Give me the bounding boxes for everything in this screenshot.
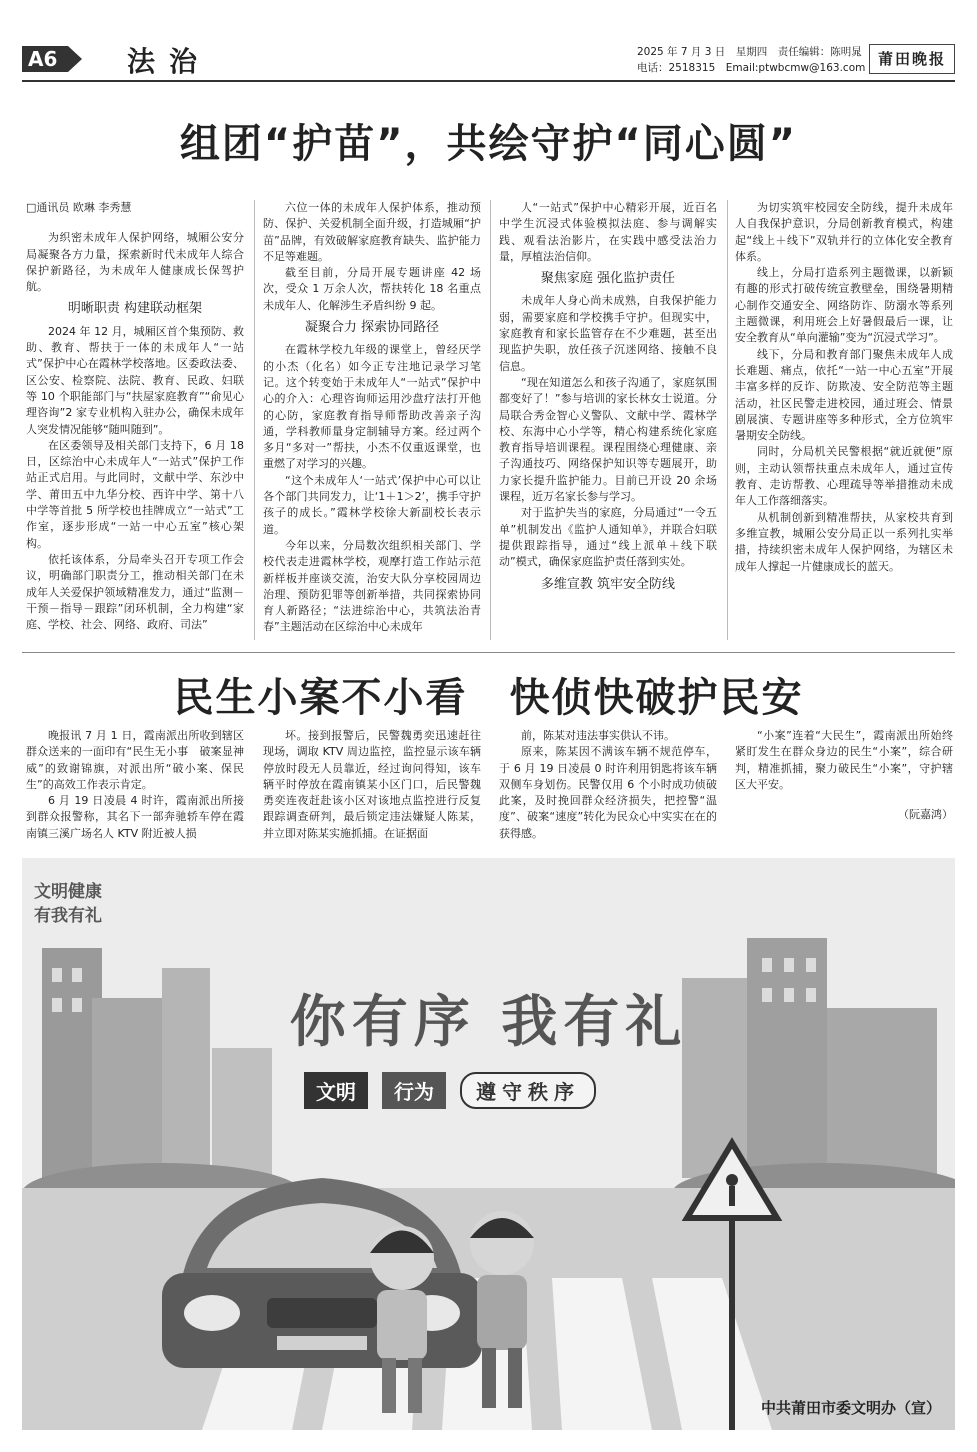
header-rule	[22, 80, 955, 82]
article-separator	[22, 652, 955, 653]
page-number: A6	[22, 46, 68, 72]
subheading: 凝聚合力 探索协同路径	[304, 320, 440, 336]
paragraph: 为织密未成年人保护网络，城厢公安分局凝聚各方力量，探索新时代未成年人综合保护新路径，为未成年人健康成长保驾护航。	[26, 231, 244, 294]
civility-poster	[22, 858, 955, 1430]
paragraph: 依托该体系，分局牵头召开专项工作会议，明确部门职责分工，推动相关部门在未成年人关爱保护领域精准发力，通过“监测－干预－指导－跟踪”闭环机制，全力构建“家庭、学校、社会、网络、政府、司法”	[26, 552, 244, 632]
article2-column-3	[499, 728, 717, 848]
poster-credit: 中共莆田市委文明办（宣）	[760, 1399, 941, 1417]
building-icon	[212, 1048, 272, 1178]
paper-logo: 莆田晚报	[869, 44, 955, 74]
paragraph: 六位一体的未成年人保护体系，推动预防、保护、关爱机制全面升级，打造城厢“护苗”品牌，有效破解家庭教育缺失、监护能力不足等难题。	[263, 201, 481, 263]
poster-tag: 遵守秩序	[460, 1072, 596, 1109]
article2-title: 民生小案不小看 快侦快破护民安	[173, 675, 804, 721]
paragraph: 线上，分局打造系列主题微课，以新颖有趣的形式打破传统宣教壁垒，围绕暑期精心制作交通安全、网络防诈、防溺水等系列主题微课，利用班会上好暑假最后一课，让安全教育从“单向灌输”变为“沉浸式学习”。	[735, 266, 953, 345]
column-divider	[727, 200, 728, 640]
subheading: 多维宣教 筑牢安全防线	[540, 576, 676, 592]
paragraph: 线下，分局和教育部门聚焦未成年人成长难题、痛点，依托“一站一中心五室”开展丰富多样的反诈、防欺凌、安全防范等主题活动，社区民警走进校园，通过班会、情景剧展演、专题讲座等多种形式，全方位筑牢暑期安全防线。	[735, 347, 953, 443]
article1-column-3	[499, 200, 717, 645]
poster-slogan: 你有序 我有礼	[289, 990, 688, 1055]
column-divider	[254, 200, 255, 640]
paragraph: 从机制创新到精准帮扶，从家校共育到多维宣教，城厢公安分局正以一系列扎实举措，持续织密未成年人保护网络，为辖区未成年人撑起一片健康成长的蓝天。	[735, 510, 953, 573]
date-editor-line: 2025 年 7 月 3 日 星期四 责任编辑：陈明晁	[637, 46, 862, 58]
poster-tag: 文明	[304, 1072, 368, 1109]
poster-corner-line: 有我有礼	[34, 906, 102, 926]
paragraph: “现在知道怎么和孩子沟通了，家庭氛围都变好了！”参与培训的家长林女士说道。分局联合秀金智心义警队、文献中学、霞林学校、东海中心小学等，精心构建系统化家庭教育指导培训课程。课程围绕心理健康、亲子沟通技巧、网络保护知识等专题展开，助力家长提升监护能力。目前已开设 20 余场课程，近万名家长参与学习。	[499, 375, 717, 504]
paragraph: 今年以来，分局数次组织相关部门、学校代表走进霞林学校，观摩打造工作站示范新样板并座谈交流，治安大队分享校园周边治理、预防犯罪等创新举措，共同探索协同育人新路径；“法进综治中心，共筑法治青春”主题活动在区综治中心未成年	[263, 538, 481, 634]
paragraph: 2024 年 12 月，城厢区首个集预防、救助、教育、帮扶于一体的未成年人“一站式”保护中心在霞林学校落地。区委政法委、区公安、检察院、法院、教育、民政、妇联等 10 个职能部门与“扶屋家庭教育”“俞见心理咨询”2 家专业机构入驻办公，确保未成年人突发情况能够“随叫随到”。	[26, 324, 244, 436]
paragraph: 为切实筑牢校园安全防线，提升未成年人自我保护意识，分局创新教育模式，构建起“线上＋线下”双轨并行的立体化安全教育体系。	[735, 201, 953, 263]
paragraph: “这个未成年人‘一站式’保护中心可以让各个部门共同发力，让‘1＋1＞2’，携手守护孩子的成长。”霞林学校徐大新副校长表示道。	[263, 473, 481, 536]
poster-corner-slogan	[34, 880, 102, 928]
header-meta	[637, 44, 865, 76]
paragraph: 对于监护失当的家庭，分局通过“一令五单”机制发出《监护人通知单》，并联合妇联提供跟踪指导，通过“线上派单＋线下联动”模式，确保家庭监护责任落到实处。	[499, 506, 717, 569]
poster-illustration	[22, 858, 955, 1430]
paragraph: 6 月 19 日凌晨 4 时许，霞南派出所接到群众报警称，其名下一部奔驰轿车停在霞南镇三溪广场名人 KTV 附近被人损	[26, 794, 244, 840]
poster-corner-line: 文明健康	[34, 882, 102, 902]
poster-tags	[304, 1072, 596, 1109]
page-header	[22, 40, 955, 78]
contact-line: 电话：2518315 Email:ptwbcmw@163.com	[637, 62, 866, 74]
subheading: 聚焦家庭 强化监护责任	[540, 271, 676, 287]
page-number-arrow	[68, 46, 82, 72]
paragraph: 前，陈某对违法事实供认不讳。	[521, 729, 675, 742]
paragraph: 截至目前，分局开展专题讲座 42 场次，受众 1 万余人次，帮扶转化 18 名重点未成年人、化解涉生矛盾纠纷 9 起。	[263, 266, 481, 312]
article1-title: 组团“护苗”，共绘守护“同心圆”	[179, 121, 798, 167]
article2-column-4	[735, 728, 953, 848]
subheading: 明晰职责 构建联动框架	[67, 301, 203, 317]
paragraph: “小案”连着“大民生”，霞南派出所始终紧盯发生在群众身边的民生“小案”，综合研判，精准抓捕，聚力破民生“小案”，守护辖区大平安。	[735, 729, 953, 791]
paragraph: 未成年人身心尚未成熟，自我保护能力弱，需要家庭和学校携手守护。但现实中，家庭教育和家长监管存在不少难题，甚至出现监护失职，放任孩子沉迷网络、接触不良信息。	[499, 294, 717, 373]
article1-column-1	[26, 200, 244, 645]
paragraph: 坏。接到报警后，民警魏勇奕迅速赶往现场，调取 KTV 周边监控，监控显示该车辆停放时段无人员靠近，经过询问得知，该车辆平时停放在霞南镇某小区门口，后民警魏勇奕连夜赶赴该小区对该地点监控进行反复跟踪调查研判，最后锁定违法嫌疑人陈某，并立即对陈某实施抓捕。在证据面	[263, 729, 481, 840]
paragraph: 晚报讯 7 月 1 日，霞南派出所收到辖区群众送来的一面印有“民生无小事 破案显神威”的致谢锦旗，对派出所“破小案、保民生”的高效工作表示肯定。	[26, 729, 244, 791]
paragraph: 在霞林学校九年级的课堂上，曾经厌学的小杰（化名）如今正专注地记录学习笔记。这个转变始于未成年人“一站式”保护中心的介入：心理咨询师运用沙盘疗法打开他的心防，家庭教育指导师帮助改善亲子沟通，学科教师量身定制辅导方案。经过两个多月“多对一”帮扶，小杰不仅重返课堂，也重燃了对学习的兴趣。	[263, 343, 481, 471]
article2-column-1	[26, 728, 244, 848]
article2-column-2	[263, 728, 481, 848]
building-icon	[747, 938, 827, 1178]
article1-column-2	[263, 200, 481, 645]
paragraph: 同时，分局机关民警根据“就近就便”原则，主动认领帮扶重点未成年人，通过宣传教育、走访帮教、心理疏导等举措推动未成年人工作落细落实。	[735, 445, 953, 508]
article1-column-4	[735, 200, 953, 645]
article1-byline: □通讯员 欧琳 李秀慧	[26, 201, 132, 214]
poster-tag: 行为	[382, 1072, 446, 1109]
paragraph: 在区委领导及相关部门支持下，6 月 18 日，区综治中心未成年人“一站式”保护工作站正式启用。与此同时，文献中学、东沙中学、莆田五中九华分校、西许中学、第十八中学等首批 5 所学校也挂牌成立“一站式”工作室，逐步形成“一站一中心五室”核心架构。	[26, 438, 244, 550]
paragraph: 人“一站式”保护中心精彩开展，近百名中学生沉浸式体验模拟法庭、参与调解实践、观看法治影片，在实践中感受法治力量，厚植法治信仰。	[499, 201, 717, 263]
section-title: 法治	[127, 45, 212, 78]
article2-author: （阮嘉鸿）	[898, 808, 953, 822]
paragraph: 原来，陈某因不满该车辆不规范停车，于 6 月 19 日凌晨 0 时许利用钥匙将该车辆双侧车身划伤。民警仅用 6 个小时成功侦破此案，及时挽回群众经济损失，把控警“温度”、破案“速度”转化为民众心中实实在在的获得感。	[499, 745, 717, 840]
column-divider	[490, 200, 491, 640]
